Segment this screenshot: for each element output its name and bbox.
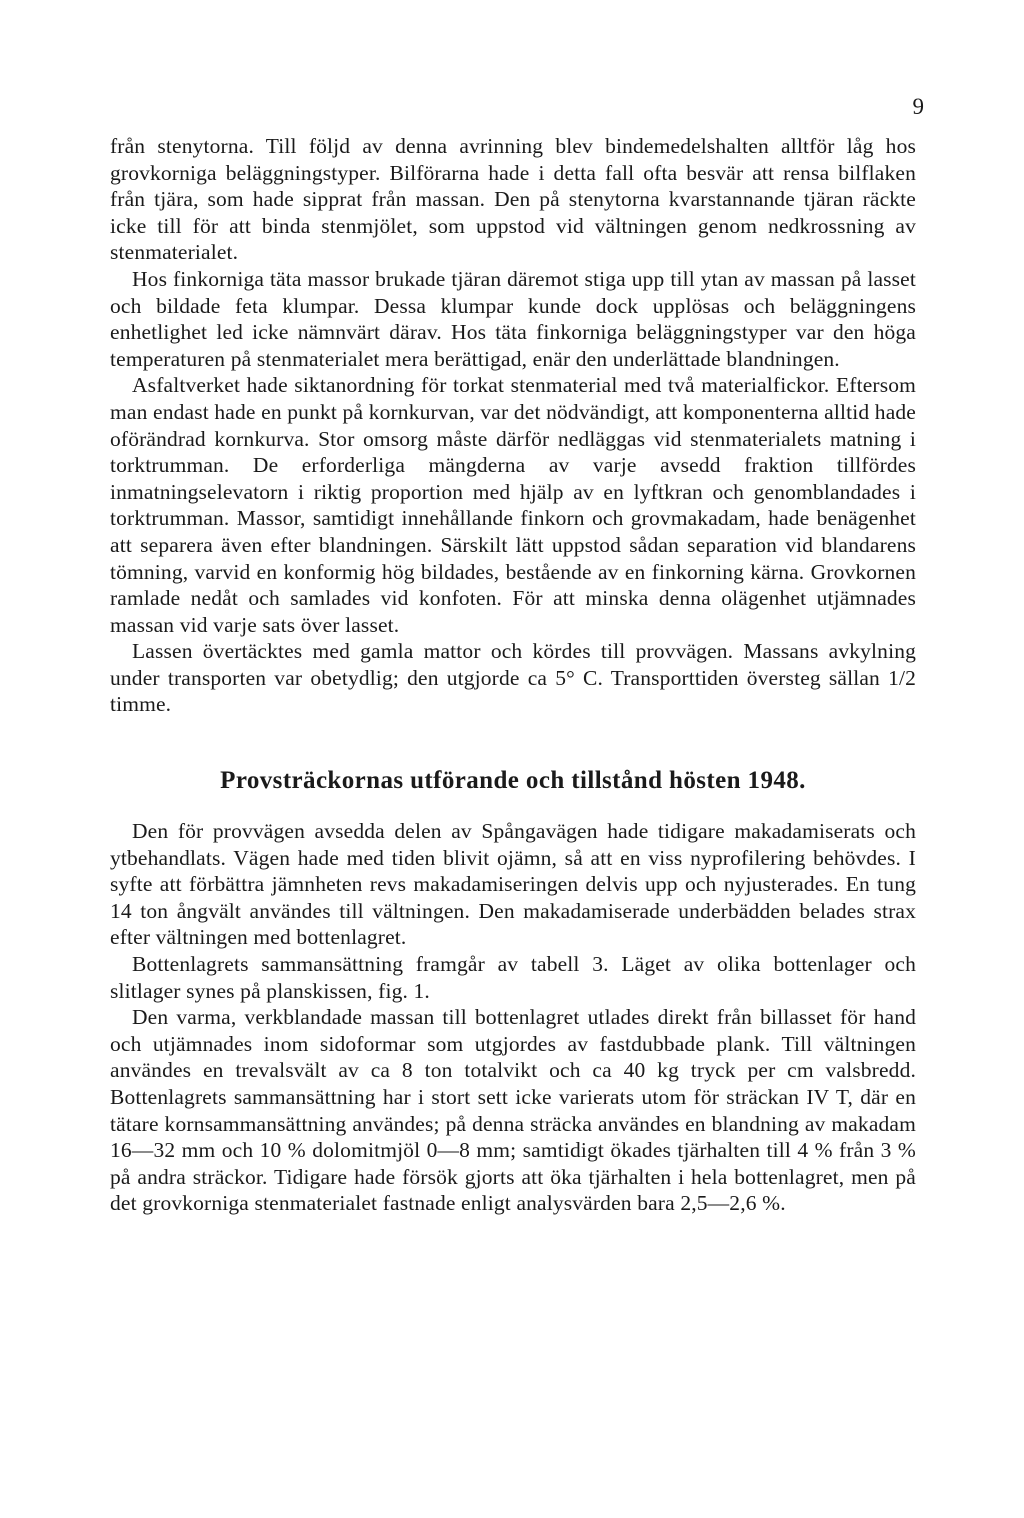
paragraph: Den för provvägen avsedda delen av Spångavägen hade tidigare makadamiserats och ytbehandlats. Vägen hade med tiden blivit ojämn, så att en viss nyprofilering behövdes. I syfte att förbättra jämnheten revs makadamiseringen delvis upp och nyjusterades. En tung 14 ton ångvält användes till vältningen. Den makadamiserade underbädden belades strax efter vältningen med bottenlagret. [110,819,916,950]
paragraph: Bottenlagrets sammansättning framgår av tabell 3. Läget av olika bottenlager och slitlager synes på planskissen, fig. 1. [110,952,916,1003]
page-number: 9 [912,94,924,119]
paragraph: Asfaltverket hade siktanordning för torkat stenmaterial med två materialfickor. Eftersom man endast hade en punkt på kornkurvan, var det nödvändigt, att komponenterna alltid hade oförändrad kornkurva. Stor omsorg måste därför nedläggas vid stenmaterialets matning i torktrumman. De erforderliga mängderna av varje avsedd fraktion tillfördes inmatningselevatorn i riktig proportion med hjälp av en lyftkran och genomblandades i torktrumman. Massor, samtidigt innehållande finkorn och grovmakadam, hade benägenhet att separera även efter blandningen. Särskilt lätt uppstod sådan separation vid blandarens tömning, varvid en konformig hög bildades, bestående av en finkorning kärna. Grovkornen ramlade nedåt och samlades vid konfoten. För att minska denna olägenhet utjämnades massan vid varje sats över lasset. [110,373,916,637]
paragraph: Den varma, verkblandade massan till bottenlagret utlades direkt från billasset för hand och utjämnades inom sidoformar som utgjordes av fastdubbade plank. Till vältningen användes en trevalsvält av ca 8 ton totalvikt och ca 40 kg tryck per cm valsbredd. Bottenlagrets sammansättning har i stort sett icke varierats utom för sträckan IV T, där en tätare kornsammansättning användes; på denna sträcka användes en blandning av makadam 16—32 mm och 10 % dolomitmjöl 0—8 mm; samtidigt ökades tjärhalten till 4 % från 3 % på andra sträckor. Tidigare hade försök gjorts att öka tjärhalten i hela bottenlagret, men på det grovkorniga stenmaterialet fastnade enligt analysvärden bara 2,5—2,6 %. [110,1005,916,1216]
paragraph: från stenytorna. Till följd av denna avrinning blev bindemedelshalten alltför låg hos grovkorniga beläggningstyper. Bilförarna hade i detta fall ofta besvär att rensa bilflaken från tjära, som hade sipprat från massan. Den på stenytorna kvarstannande tjäran räckte icke till för att binda stenmjölet, som uppstod vid vältningen genom nedkrossning av stenmaterialet. [110,134,916,265]
document-page [110,133,916,1217]
paragraph: Hos finkorniga täta massor brukade tjäran däremot stiga upp till ytan av massan på lasset och bildade feta klumpar. Dessa klumpar kunde dock upplösas och beläggningens enhetlighet led icke nämnvärt därav. Hos täta finkorniga beläggningstyper var den höga temperaturen på stenmaterialet mera berättigad, enär den underlättade blandningen. [110,266,916,371]
section-heading: Provsträckornas utförande och tillstånd hösten 1948. [220,767,806,795]
paragraph: Lassen övertäcktes med gamla mattor och kördes till provvägen. Massans avkylning under transporten var obetydlig; den utgjorde ca 5° C. Transporttiden översteg sällan 1/2 timme. [110,639,916,717]
